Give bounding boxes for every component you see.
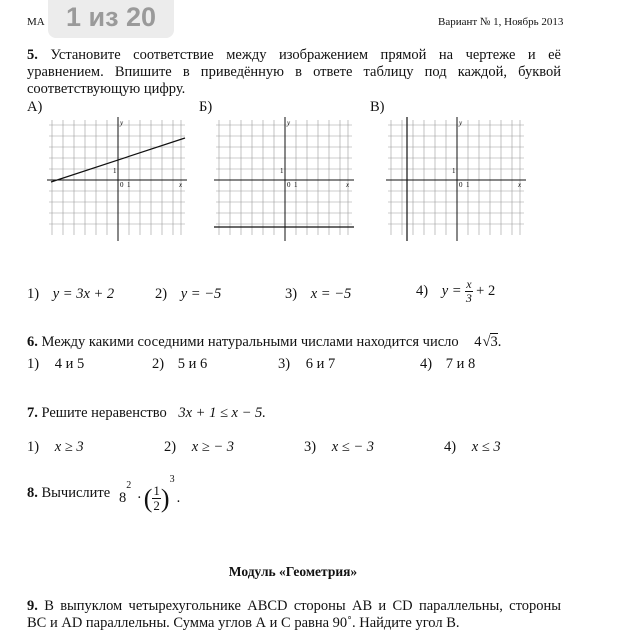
task5-line3: соответствующую цифру.: [27, 81, 186, 97]
task9-number: 9.: [27, 598, 38, 614]
graph-a-y-label: y: [120, 119, 124, 127]
task7-text: [27, 405, 266, 422]
graph-a-grid: [49, 120, 185, 235]
task5-option-1-text: y = 3x + 2: [52, 286, 115, 302]
fraction-denominator: 2: [153, 498, 160, 514]
task7-option-1-text: x ≥ 3: [54, 439, 84, 455]
task6-question: Между какими соседними натуральными числами находится число: [41, 334, 459, 350]
task5-line2: уравнением. Впишите в приведённую в ответе таблицу под каждой, буквой: [27, 64, 561, 80]
task7-option-4-text: x ≤ 3: [471, 439, 501, 455]
graph-b-one-y: 1: [280, 167, 284, 175]
graph-c-origin: 0: [459, 181, 463, 189]
task7-question: Решите неравенство: [41, 405, 167, 421]
task9-text: [27, 598, 561, 632]
module-title: Модуль «Геометрия»: [228, 564, 358, 579]
task9-line1: В выпуклом четырехугольнике ABCD стороны AB и CD параллельны, стороны: [44, 598, 562, 614]
left-paren-icon: (: [143, 483, 153, 513]
fraction-numerator: 1: [153, 483, 160, 499]
task6-option-3-num: 3): [278, 356, 291, 372]
task5-text: [27, 47, 561, 98]
header-left-text: МА: [27, 16, 45, 28]
graph-b-one-x: 1: [294, 181, 298, 189]
task8-paren-exponent: 3: [169, 474, 175, 485]
variant-label: Вариант № 1, Ноябрь 2013: [438, 16, 564, 28]
task8-exponent: 2: [126, 480, 132, 491]
task6-option-4-num: 4): [420, 356, 433, 372]
task8-expression: [119, 474, 180, 514]
task5-option-3-num: 3): [285, 286, 298, 302]
graph-b-y-label: y: [287, 119, 291, 127]
task6-option-1-num: 1): [27, 356, 40, 372]
task9-line2: BC и AD параллельны. Сумма углов А и С равна 90˚. Найдите угол В.: [27, 615, 460, 631]
task8-base: 8: [119, 490, 127, 507]
task8-number: 8.: [27, 485, 38, 501]
graph-b-origin: 0: [287, 181, 291, 189]
graph-b-grid: [216, 120, 352, 235]
task7-expression: 3x + 1 ≤ x − 5.: [178, 405, 266, 421]
task8-text: [27, 485, 110, 502]
fraction-numerator: x: [466, 277, 472, 291]
sqrt-sign-icon: √: [482, 334, 491, 350]
task7-option-3: [304, 439, 374, 456]
task5-option-4: [416, 278, 495, 305]
task6-option-2: [152, 356, 207, 373]
task7-option-2: [164, 439, 234, 456]
task5-option-2-text: y = −5: [180, 286, 222, 302]
task6-option-1-text: 4 и 5: [54, 356, 85, 372]
task5-option-2: [155, 286, 221, 303]
task7-option-1-num: 1): [27, 439, 40, 455]
graph-b-x-label: x: [346, 181, 350, 189]
graph-a-one-y: 1: [113, 167, 117, 175]
task7-option-4: [444, 439, 501, 456]
task7-option-3-text: x ≤ − 3: [331, 439, 375, 455]
task5-option-1: [27, 286, 114, 303]
task8-fraction: [152, 484, 161, 513]
task6-option-1: [27, 356, 84, 373]
page-counter-badge: 1 из 20: [48, 0, 174, 38]
task6-option-4: [420, 356, 475, 373]
graph-c-y-label: y: [459, 119, 463, 127]
task8-dot: ·: [136, 490, 142, 507]
task6-option-2-text: 5 и 6: [177, 356, 208, 372]
graph-a-label: А): [27, 99, 43, 115]
graph-a: [47, 115, 187, 241]
task7-option-4-num: 4): [444, 439, 457, 455]
graph-b-label: Б): [199, 99, 213, 115]
task5-option-1-num: 1): [27, 286, 40, 302]
graph-c-grid: [388, 120, 524, 235]
task6-option-3-text: 6 и 7: [305, 356, 336, 372]
task5-option-4-num: 4): [416, 282, 429, 299]
task7-option-1: [27, 439, 84, 456]
graph-c-one-y: 1: [452, 167, 456, 175]
task8-end: .: [176, 490, 181, 507]
task6-expression: [474, 334, 497, 350]
task7-option-2-text: x ≥ − 3: [191, 439, 235, 455]
task6-end: .: [497, 334, 502, 350]
graph-a-x-label: x: [179, 181, 183, 189]
task5-number: 5.: [27, 47, 38, 63]
graph-a-one-x: 1: [127, 181, 131, 189]
graph-a-origin: 0: [120, 181, 124, 189]
task5-option-4-fraction: [465, 278, 472, 305]
task5-option-3: [285, 286, 351, 303]
graph-c-one-x: 1: [466, 181, 470, 189]
task7-number: 7.: [27, 405, 38, 421]
task7-option-3-num: 3): [304, 439, 317, 455]
task5-option-3-text: x = −5: [310, 286, 352, 302]
task6-option-4-text: 7 и 8: [445, 356, 476, 372]
right-paren-icon: ): [160, 483, 170, 513]
task5-option-4-suffix: + 2: [476, 282, 496, 299]
task6-coef: 4: [474, 334, 482, 350]
task5-option-2-num: 2): [155, 286, 168, 302]
task8-question: Вычислите: [41, 485, 111, 501]
graph-c-label: В): [370, 99, 385, 115]
task5-option-4-prefix: y =: [441, 282, 462, 299]
task7-option-2-num: 2): [164, 439, 177, 455]
graph-c: [386, 115, 526, 241]
graph-b: [214, 115, 354, 241]
graph-c-x-label: x: [518, 181, 522, 189]
task6-number: 6.: [27, 334, 38, 350]
task6-option-3: [278, 356, 335, 373]
task5-line1: Установите соответствие между изображением прямой на чертеже и её: [50, 47, 561, 63]
task6-radicand: 3: [490, 334, 498, 350]
task6-text: [27, 334, 501, 351]
fraction-denominator: 3: [465, 291, 472, 305]
task6-option-2-num: 2): [152, 356, 165, 372]
